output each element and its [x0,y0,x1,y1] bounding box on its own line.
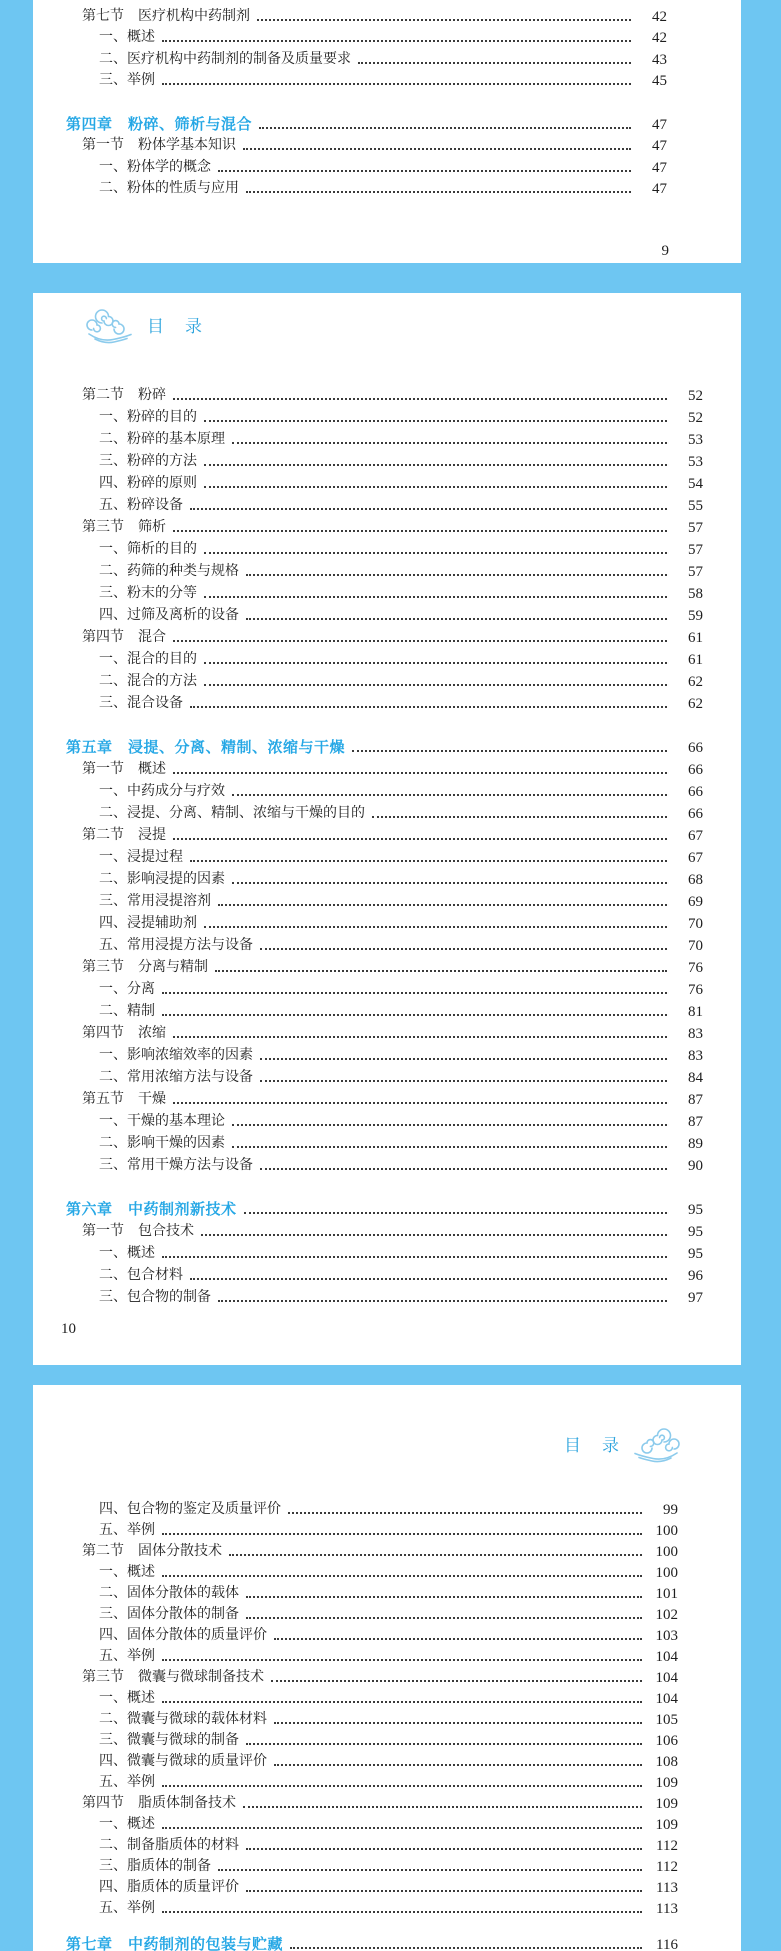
dot-leader [173,1036,667,1038]
toc-entry-page-number: 68 [688,872,703,888]
toc-entry-label: 二、药筛的种类与规格 [99,563,239,579]
dot-leader [204,662,667,664]
dot-leader [372,816,667,818]
toc-entry-label: 一、概述 [99,1690,155,1706]
toc-entry-label: 五、举例 [99,1648,155,1664]
toc-entry [33,1833,678,1854]
dot-leader [243,148,631,150]
toc-entry [33,1262,703,1284]
dot-leader [173,398,667,400]
dot-leader [271,1680,642,1682]
toc-entry-page-number: 112 [656,1859,678,1875]
toc-entry-label: 第二节 固体分散技术 [82,1543,222,1559]
toc-entry [33,470,703,492]
toc-entry [33,1875,678,1896]
dot-leader [274,1764,642,1766]
toc-entry [33,580,703,602]
dot-leader [190,706,667,708]
toc-entry-page-number: 57 [688,520,703,536]
dot-leader [162,1575,642,1577]
dot-leader [358,62,631,64]
toc-entry [33,1749,678,1770]
toc-entry [33,1707,678,1728]
toc-entry-page-number: 59 [688,608,703,624]
toc-entry [33,1518,678,1539]
toc-entry-label: 五、举例 [99,1900,155,1916]
toc-entry [33,176,667,198]
toc-entry-label: 第一节 包合技术 [82,1223,194,1239]
toc-entry-label: 三、常用浸提溶剂 [99,893,211,909]
toc-entry [33,1602,678,1623]
toc-entry [33,888,703,910]
dot-leader [162,1659,642,1661]
toc-entry-page-number: 70 [688,916,703,932]
toc-entry-page-number: 69 [688,894,703,910]
dot-leader [288,1512,642,1514]
dot-leader [162,1701,642,1703]
toc-entry-page-number: 66 [688,762,703,778]
toc-entry-page-number: 45 [652,73,667,90]
toc-entry-label: 第七章 中药制剂的包装与贮藏 [66,1935,284,1951]
toc-entry-page-number: 54 [688,476,703,492]
toc-entry-page-number: 53 [688,454,703,470]
toc-entry-page-number: 109 [655,1817,678,1833]
dot-leader [162,992,667,994]
toc-entry-label: 第二节 浸提 [82,827,166,843]
toc-entry-page-number: 96 [688,1268,703,1284]
toc-entry [33,404,703,426]
dot-leader [201,1234,667,1236]
toc-entry [33,1665,678,1686]
toc-entry [33,1218,703,1240]
toc-entry-label: 四、浸提辅助剂 [99,915,197,931]
toc-entry-page-number: 90 [688,1158,703,1174]
dot-leader [246,1617,642,1619]
toc-entry-page-number: 101 [655,1586,678,1602]
toc-entry [33,1064,703,1086]
dot-leader [352,750,667,752]
toc-entry [33,448,703,470]
toc-gap [33,712,703,734]
toc-entry-page-number: 57 [688,564,703,580]
page-number: 10 [61,1321,76,1337]
toc-entry [33,1497,678,1518]
toc-entry [33,1686,678,1707]
toc-entry-page-number: 105 [655,1712,678,1728]
toc-entry-page-number: 89 [688,1136,703,1152]
toc-entry-label: 第七节 医疗机构中药制剂 [82,7,250,24]
toc-entry [33,734,703,756]
dot-leader [232,1146,667,1148]
toc-entry-page-number: 103 [655,1628,678,1644]
toc-entry-page-number: 95 [688,1202,703,1218]
toc-entry-page-number: 47 [652,116,667,133]
toc-entry-page-number: 76 [688,960,703,976]
toc-entry [33,68,667,90]
dot-leader [204,684,667,686]
toc-entry [33,1932,678,1951]
toc-entry-page-number: 100 [655,1523,678,1539]
toc-list [33,0,741,197]
toc-entry-page-number: 66 [688,784,703,800]
toc-entry [33,133,667,155]
dot-leader [162,1014,667,1016]
toc-entry-page-number: 116 [656,1937,678,1951]
toc-entry-label: 五、举例 [99,1522,155,1538]
toc-entry-page-number: 99 [663,1502,678,1518]
toc-entry-label: 一、概述 [99,1245,155,1261]
toc-entry-page-number: 113 [656,1901,678,1917]
dot-leader [173,530,667,532]
toc-entry-label: 二、影响干燥的因素 [99,1135,225,1151]
toc-entry-label: 一、粉体学的概念 [99,158,211,175]
toc-entry [33,1581,678,1602]
toc-entry [33,1770,678,1791]
toc-entry [33,1812,678,1833]
toc-entry [33,1196,703,1218]
dot-leader [246,1890,642,1892]
toc-entry [33,1560,678,1581]
dot-leader [215,970,667,972]
toc-entry-label: 二、固体分散体的载体 [99,1585,239,1601]
toc-entry-label: 四、包合物的鉴定及质量评价 [99,1501,281,1517]
toc-entry-label: 第五节 干燥 [82,1091,166,1107]
toc-entry-label: 三、常用干燥方法与设备 [99,1157,253,1173]
toc-entry-page-number: 87 [688,1092,703,1108]
toc-entry-label: 三、微囊与微球的制备 [99,1732,239,1748]
dot-leader [232,442,667,444]
toc-entry [33,426,703,448]
dot-leader [190,860,667,862]
toc-entry-page-number: 61 [688,652,703,668]
toc-entry [33,1623,678,1644]
dot-leader [204,552,667,554]
dot-leader [204,596,667,598]
toc-entry-label: 四、微囊与微球的质量评价 [99,1753,267,1769]
toc-entry-page-number: 95 [688,1246,703,1262]
toc-entry-page-number: 62 [688,696,703,712]
toc-entry [33,382,703,404]
toc-entry [33,800,703,822]
toc-entry-label: 三、脂质体的制备 [99,1858,211,1874]
toc-entry [33,910,703,932]
toc-entry-label: 三、固体分散体的制备 [99,1606,239,1622]
toc-entry [33,668,703,690]
toc-entry-page-number: 67 [688,828,703,844]
toc-entry [33,756,703,778]
toc-entry-page-number: 67 [688,850,703,866]
dot-leader [260,1168,667,1170]
toc-list [33,1385,741,1951]
dot-leader [244,1212,667,1214]
dot-leader [257,19,631,21]
toc-entry [33,602,703,624]
toc-entry [33,1042,703,1064]
toc-entry-page-number: 55 [688,498,703,514]
toc-entry-label: 第三节 微囊与微球制备技术 [82,1669,264,1685]
toc-entry [33,111,667,133]
toc-entry-label: 三、举例 [99,72,155,89]
toc-entry [33,1539,678,1560]
dot-leader [204,464,667,466]
toc-entry-label: 第四节 浓缩 [82,1025,166,1041]
toc-entry [33,1086,703,1108]
toc-entry-page-number: 84 [688,1070,703,1086]
toc-entry-page-number: 100 [655,1544,678,1560]
toc-entry-page-number: 76 [688,982,703,998]
toc-entry-label: 二、包合材料 [99,1267,183,1283]
toc-entry-label: 一、浸提过程 [99,849,183,865]
toc-entry [33,536,703,558]
toc-entry-label: 五、举例 [99,1774,155,1790]
toc-entry [33,778,703,800]
toc-entry-label: 二、常用浓缩方法与设备 [99,1069,253,1085]
toc-entry [33,46,667,68]
toc-entry [33,558,703,580]
toc-entry-page-number: 42 [652,8,667,25]
toc-entry-page-number: 83 [688,1026,703,1042]
toc-entry-label: 三、包合物的制备 [99,1289,211,1305]
dot-leader [232,882,667,884]
toc-entry-page-number: 104 [655,1691,678,1707]
toc-list [33,293,741,1306]
toc-entry-page-number: 83 [688,1048,703,1064]
toc-entry-page-number: 66 [688,806,703,822]
toc-entry-label: 一、概述 [99,29,155,46]
toc-entry-label: 第二节 粉碎 [82,387,166,403]
toc-entry-page-number: 53 [688,432,703,448]
toc-entry-label: 一、影响浓缩效率的因素 [99,1047,253,1063]
toc-entry-label: 一、分离 [99,981,155,997]
dot-leader [218,170,631,172]
toc-entry-page-number: 62 [688,674,703,690]
toc-entry-label: 第六章 中药制剂新技术 [66,1200,237,1218]
toc-entry-page-number: 104 [655,1649,678,1665]
dot-leader [204,420,667,422]
dot-leader [190,1278,667,1280]
toc-header-title: 目 录 [564,1436,621,1456]
dot-leader [204,486,667,488]
toc-entry-label: 一、混合的目的 [99,651,197,667]
toc-entry-label: 一、筛析的目的 [99,541,197,557]
toc-entry-page-number: 113 [656,1880,678,1896]
toc-entry-page-number: 47 [652,138,667,155]
toc-entry-page-number: 112 [656,1838,678,1854]
toc-entry [33,1020,703,1042]
toc-entry-page-number: 57 [688,542,703,558]
dot-leader [232,1124,667,1126]
toc-entry-page-number: 47 [652,159,667,176]
toc-entry [33,844,703,866]
dot-leader [173,838,667,840]
dot-leader [243,1806,642,1808]
toc-entry-label: 一、中药成分与疗效 [99,783,225,799]
toc-entry-label: 二、粉碎的基本原理 [99,431,225,447]
toc-entry [33,1791,678,1812]
dot-leader [162,1256,667,1258]
toc-entry [33,1644,678,1665]
toc-entry-page-number: 66 [688,740,703,756]
toc-entry-page-number: 87 [688,1114,703,1130]
dot-leader [173,772,667,774]
toc-page-2 [33,293,741,1365]
toc-entry [33,976,703,998]
toc-entry-page-number: 95 [688,1224,703,1240]
toc-entry-label: 一、粉碎的目的 [99,409,197,425]
toc-entry-label: 四、粉碎的原则 [99,475,197,491]
toc-entry-label: 二、精制 [99,1003,155,1019]
toc-entry [33,822,703,844]
dot-leader [229,1554,642,1556]
toc-entry-label: 二、粉体的性质与应用 [99,180,239,197]
toc-gap [33,1174,703,1196]
toc-entry-page-number: 109 [655,1775,678,1791]
dot-leader [162,40,631,42]
toc-entry [33,1284,703,1306]
toc-entry [33,154,667,176]
toc-entry-page-number: 61 [688,630,703,646]
dot-leader [162,83,631,85]
toc-entry-page-number: 42 [652,30,667,47]
toc-entry-label: 二、浸提、分离、精制、浓缩与干燥的目的 [99,805,365,821]
dot-leader [246,1596,642,1598]
toc-entry-page-number: 97 [688,1290,703,1306]
toc-entry [33,624,703,646]
dot-leader [218,904,667,906]
toc-entry-page-number: 70 [688,938,703,954]
toc-gap [33,89,667,111]
dot-leader [274,1638,642,1640]
toc-entry [33,1108,703,1130]
toc-entry [33,1130,703,1152]
toc-entry [33,1152,703,1174]
toc-entry-label: 第三节 分离与精制 [82,959,208,975]
dot-leader [190,508,667,510]
toc-entry [33,3,667,25]
toc-entry-label: 第一节 粉体学基本知识 [82,137,236,154]
toc-page-1 [33,0,741,263]
toc-entry [33,932,703,954]
toc-entry [33,1240,703,1262]
toc-entry-label: 一、干燥的基本理论 [99,1113,225,1129]
dot-leader [260,948,667,950]
toc-entry-label: 二、医疗机构中药制剂的制备及质量要求 [99,50,351,67]
toc-entry-label: 四、过筛及离析的设备 [99,607,239,623]
toc-entry [33,954,703,976]
toc-header-title: 目 录 [147,317,204,337]
toc-entry-label: 二、制备脂质体的材料 [99,1837,239,1853]
toc-entry [33,690,703,712]
toc-entry [33,1728,678,1749]
dot-leader [274,1722,642,1724]
dot-leader [246,618,667,620]
toc-entry [33,866,703,888]
toc-page-3 [33,1385,741,1951]
dot-leader [246,1848,642,1850]
toc-entry [33,1854,678,1875]
toc-entry-page-number: 52 [688,410,703,426]
toc-entry-page-number: 43 [652,51,667,68]
toc-entry-page-number: 81 [688,1004,703,1020]
toc-entry-label: 三、混合设备 [99,695,183,711]
dot-leader [162,1827,642,1829]
dot-leader [246,191,631,193]
toc-entry-label: 四、脂质体的质量评价 [99,1879,239,1895]
toc-entry-page-number: 104 [655,1670,678,1686]
dot-leader [218,1869,642,1871]
toc-entry-label: 一、概述 [99,1816,155,1832]
dot-leader [260,1080,667,1082]
toc-entry-label: 四、固体分散体的质量评价 [99,1627,267,1643]
toc-entry [33,492,703,514]
toc-entry-page-number: 100 [655,1565,678,1581]
toc-entry-label: 二、微囊与微球的载体材料 [99,1711,267,1727]
toc-entry-label: 第四章 粉碎、筛析与混合 [66,114,253,133]
dot-leader [162,1911,642,1913]
toc-entry-label: 五、常用浸提方法与设备 [99,937,253,953]
toc-entry-label: 三、粉末的分等 [99,585,197,601]
toc-entry-page-number: 109 [655,1796,678,1812]
toc-entry [33,514,703,536]
toc-entry-page-number: 106 [655,1733,678,1749]
dot-leader [260,1058,667,1060]
toc-entry-label: 第三节 筛析 [82,519,166,535]
toc-entry-page-number: 108 [655,1754,678,1770]
toc-entry-label: 三、粉碎的方法 [99,453,197,469]
dot-leader [173,1102,667,1104]
toc-entry [33,25,667,47]
dot-leader [259,127,631,129]
toc-gap [33,1917,678,1932]
toc-entry-label: 第一节 概述 [82,761,166,777]
toc-entry-label: 二、影响浸提的因素 [99,871,225,887]
dot-leader [218,1300,667,1302]
dot-leader [232,794,667,796]
toc-entry-label: 二、混合的方法 [99,673,197,689]
toc-entry [33,1896,678,1917]
toc-entry-page-number: 47 [652,181,667,198]
dot-leader [290,1947,642,1949]
toc-entry-page-number: 52 [688,388,703,404]
toc-entry-label: 第四节 混合 [82,629,166,645]
toc-entry [33,646,703,668]
dot-leader [173,640,667,642]
toc-entry-page-number: 58 [688,586,703,602]
dot-leader [246,1743,642,1745]
toc-entry-label: 第四节 脂质体制备技术 [82,1795,236,1811]
page-number: 9 [661,243,669,259]
dot-leader [246,574,667,576]
toc-entry-label: 一、概述 [99,1564,155,1580]
toc-entry-label: 五、粉碎设备 [99,497,183,513]
dot-leader [162,1533,642,1535]
toc-entry-label: 第五章 浸提、分离、精制、浓缩与干燥 [66,738,346,756]
dot-leader [204,926,667,928]
toc-entry [33,998,703,1020]
toc-entry-page-number: 102 [655,1607,678,1623]
dot-leader [162,1785,642,1787]
